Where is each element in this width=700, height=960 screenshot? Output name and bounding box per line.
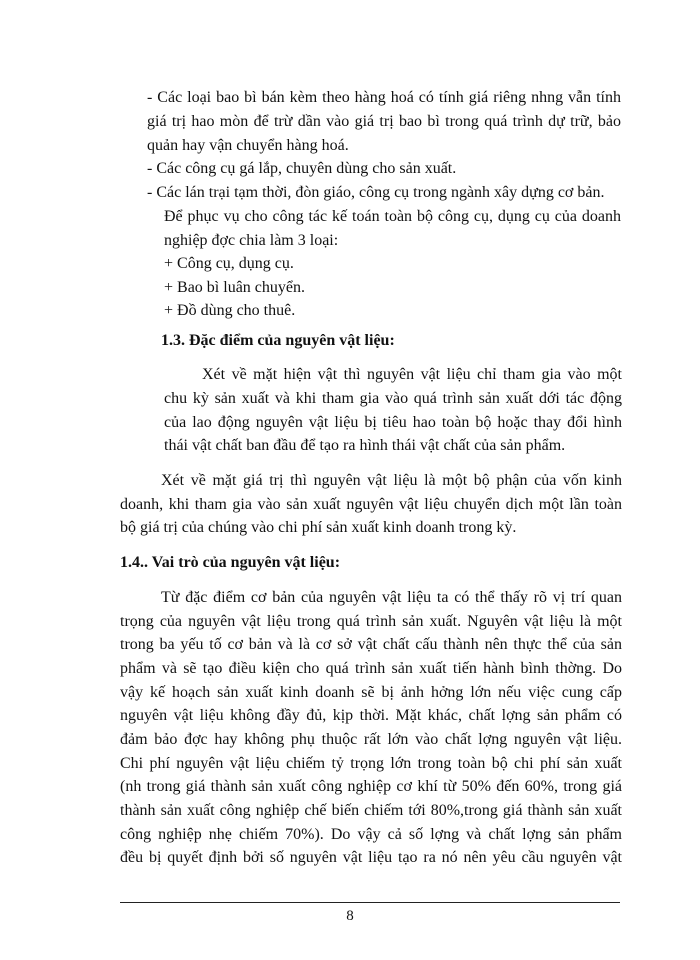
paragraph-line: công nghiệp nhẹ chiếm 70%). Do vậy cả số lợng và chất lợng sản phẩm xyxy=(120,826,622,843)
paragraph-line: phẩm và sẽ tạo điều kiện cho quá trình sản xuất tiến hành bình thờng. Do xyxy=(120,660,622,677)
paragraph-line: nguyên vật liệu không đầy đủ, kịp thời. Mặt khác, chất lợng sản phẩm có xyxy=(120,707,622,724)
classification-intro: Để phục vụ cho công tác kế toán toàn bộ công cụ, dụng cụ của doanh xyxy=(164,208,621,225)
list-item-line: giá trị hao mòn để trừ dần vào giá trị bao bì trong quá trình dự trữ, bảo xyxy=(147,113,621,130)
paragraph-line: Xét về mặt giá trị thì nguyên vật liệu là một bộ phận của vốn kinh xyxy=(161,472,622,489)
paragraph-line: (nh trong giá thành sản xuất công nghiệp cơ khí từ 50% đến 60%, trong giá xyxy=(120,778,622,795)
classification-intro: nghiệp đợc chia làm 3 loại: xyxy=(164,232,339,249)
paragraph-line: doanh, khi tham gia vào sản xuất nguyên vật liệu chuyển dịch một lần toàn xyxy=(120,496,622,513)
footer-rule xyxy=(120,902,620,903)
paragraph-line: chu kỳ sản xuất và khi tham gia vào quá trình sản xuất dới tác động xyxy=(164,390,622,407)
paragraph-line: vậy kế hoạch sản xuất kinh doanh sẽ bị ảnh hởng lớn nếu việc cung cấp xyxy=(120,684,622,701)
paragraph-line: Chi phí nguyên vật liệu chiếm tỷ trọng lớn trong toàn bộ chi phí sản xuất xyxy=(120,755,622,772)
paragraph-line: của lao động nguyên vật liệu bị tiêu hao toàn bộ hoặc thay đổi hình xyxy=(164,414,622,431)
list-item-line: quản hay vận chuyển hàng hoá. xyxy=(147,137,349,154)
classification-item: + Công cụ, dụng cụ. xyxy=(164,255,294,272)
paragraph-line: Từ đặc điểm cơ bản của nguyên vật liệu ta có thể thấy rõ vị trí quan xyxy=(161,589,622,606)
paragraph-line: trọng của nguyên vật liệu trong quá trình sản xuất. Nguyên vật liệu là một xyxy=(120,613,622,630)
list-item-line: - Các loại bao bì bán kèm theo hàng hoá có tính giá riêng nhng vẫn tính xyxy=(147,89,621,106)
list-item: - Các lán trại tạm thời, đòn giáo, công cụ trong ngành xây dựng cơ bản. xyxy=(147,184,605,201)
paragraph-line: trong ba yếu tố cơ bản và là cơ sở vật chất cấu thành nên thực thể của sản xyxy=(120,636,622,653)
classification-item: + Đồ dùng cho thuê. xyxy=(164,302,296,319)
paragraph-line: đều bị quyết định bởi số nguyên vật liệu tạo ra nó nên yêu cầu nguyên vật xyxy=(120,849,622,866)
section-heading-1-3: 1.3. Đặc điểm của nguyên vật liệu: xyxy=(161,332,395,349)
page-number: 8 xyxy=(346,908,354,924)
classification-item: + Bao bì luân chuyển. xyxy=(164,279,305,296)
section-heading-1-4: 1.4.. Vai trò của nguyên vật liệu: xyxy=(120,554,341,571)
paragraph-line: Xét về mặt hiện vật thì nguyên vật liệu chỉ tham gia vào một xyxy=(202,366,622,383)
paragraph-line: thành sản xuất công nghiệp chế biến chiếm tới 80%,trong giá thành sản xuất xyxy=(120,802,622,819)
paragraph-line: thái vật chất ban đầu để tạo ra hình thái vật chất của sản phẩm. xyxy=(164,437,566,454)
paragraph-line: đảm bảo đợc hay không phụ thuộc rất lớn vào chất lợng nguyên vật liệu. xyxy=(120,731,622,748)
paragraph-line: bộ giá trị của chúng vào chi phí sản xuất kinh doanh trong kỳ. xyxy=(120,519,517,536)
list-item: - Các công cụ gá lắp, chuyên dùng cho sản xuất. xyxy=(147,160,457,177)
